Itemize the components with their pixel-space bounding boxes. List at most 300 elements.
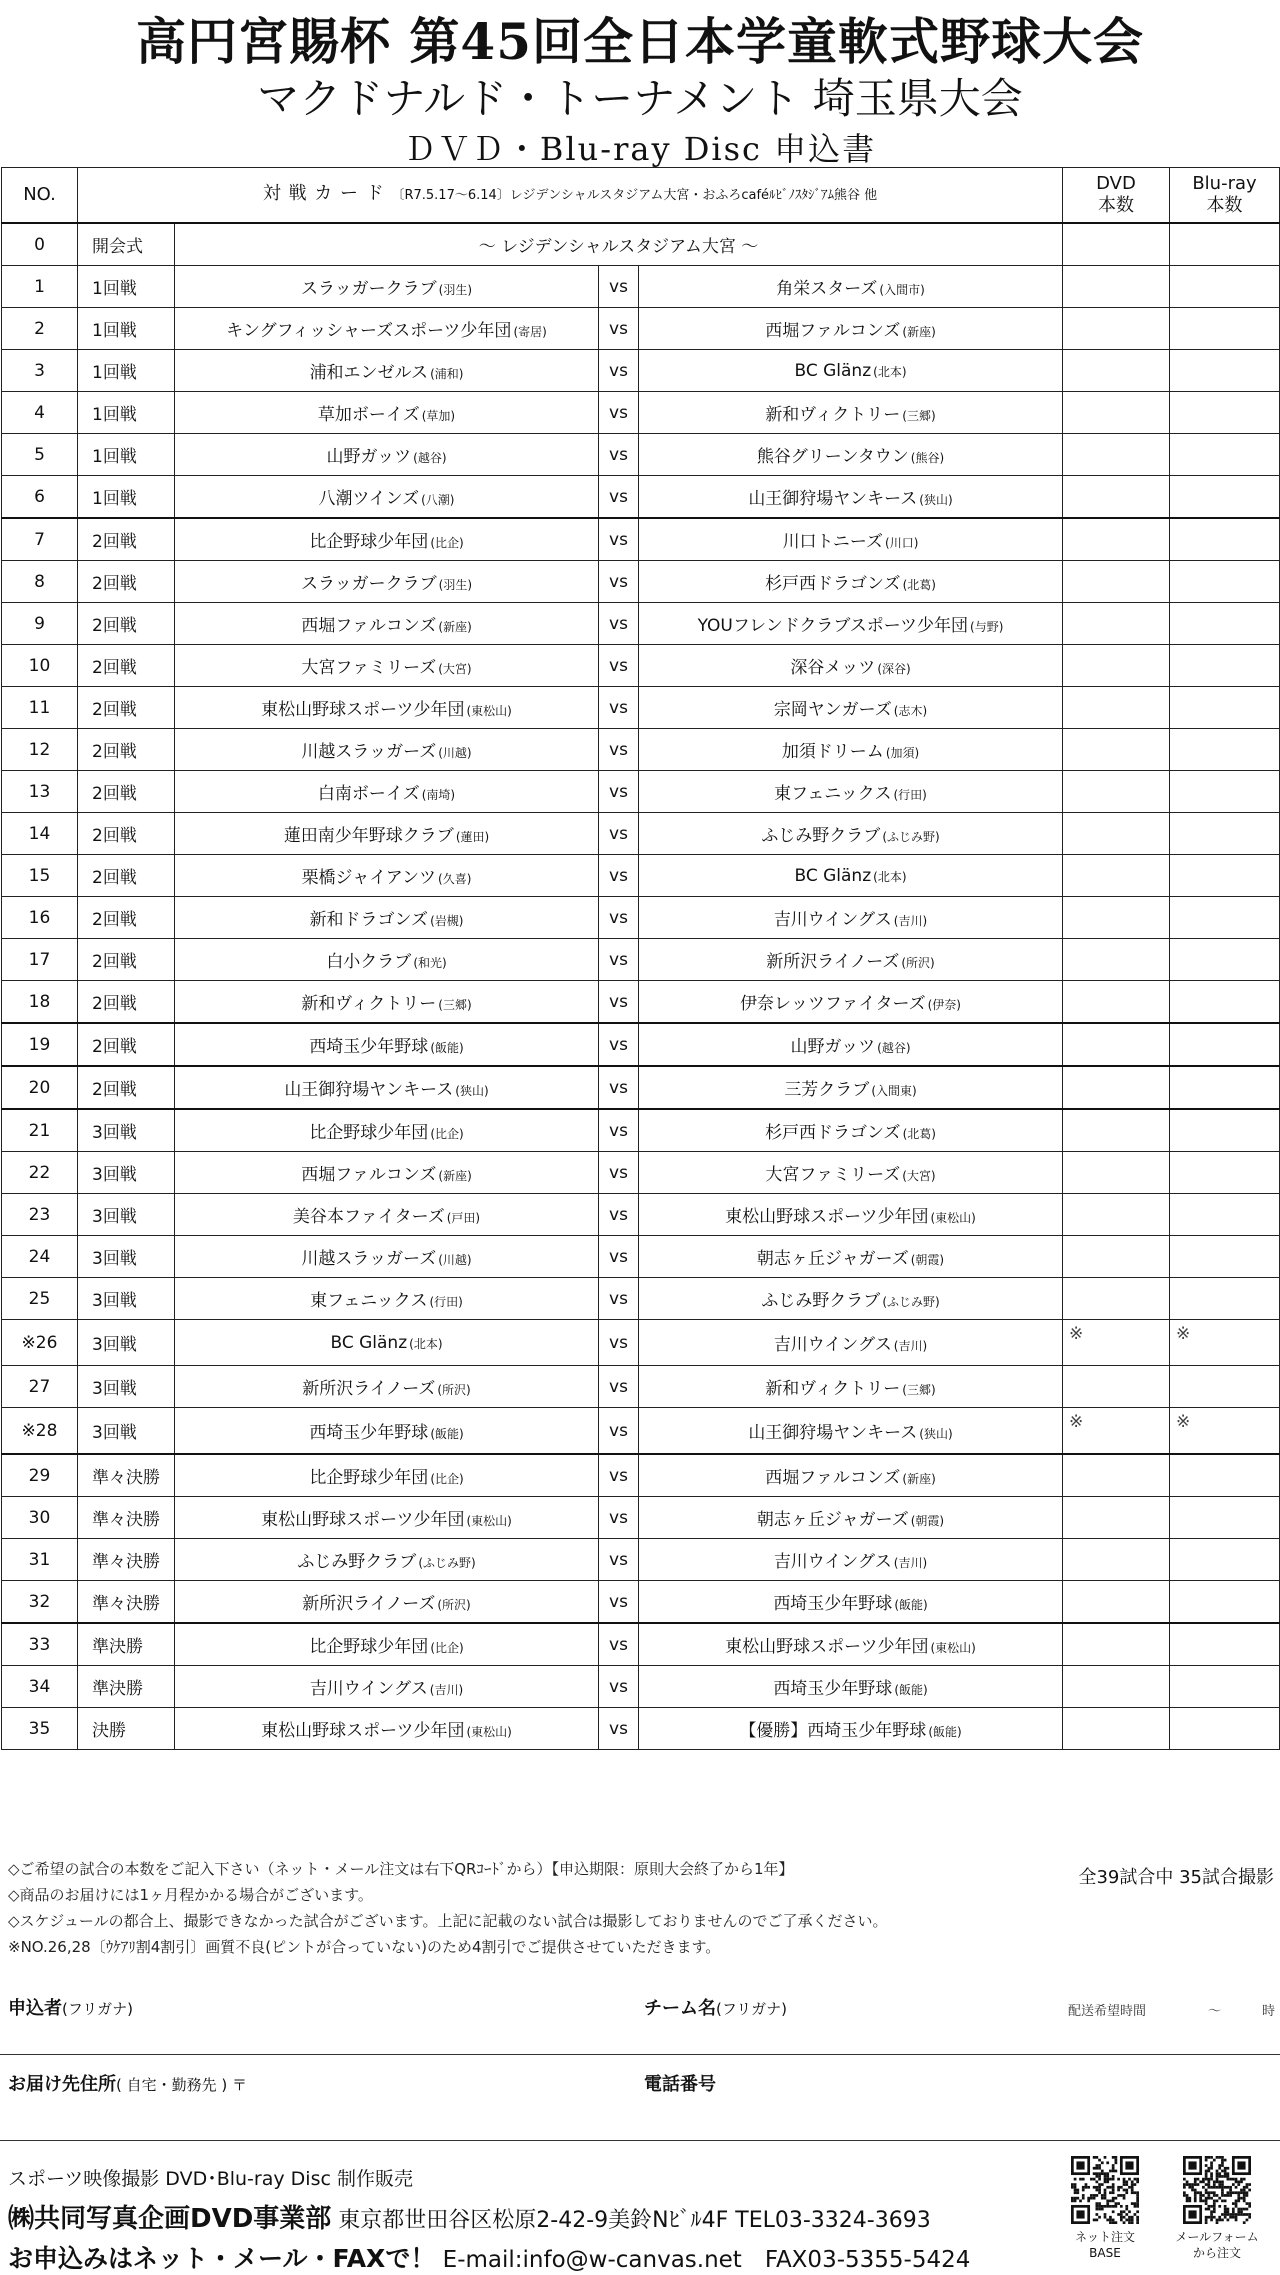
away-team: [639, 1581, 1063, 1624]
home-team-name: 大宮ファミリーズ: [301, 658, 437, 678]
vs-label: vs: [599, 392, 639, 434]
vs-label: vs: [599, 350, 639, 392]
bluray-qty-cell[interactable]: [1170, 1497, 1280, 1539]
bluray-qty-cell[interactable]: [1170, 1278, 1280, 1320]
col-header-bluray-unit: 本数: [1206, 195, 1243, 216]
home-team-area: (行田): [429, 1295, 463, 1309]
address-detail: ( 自宅・勤務先 ) 〒: [116, 2076, 248, 2094]
away-team-name: 新所沢ライノーズ: [766, 952, 900, 972]
qr-code-mailform-icon[interactable]: [1183, 2156, 1251, 2224]
vs-label: vs: [599, 1408, 639, 1455]
bluray-qty-cell[interactable]: [1170, 1194, 1280, 1236]
dvd-qty-cell[interactable]: [1063, 981, 1170, 1024]
home-team-area: (東松山): [466, 1514, 512, 1528]
bluray-qty-cell[interactable]: [1170, 1109, 1280, 1152]
away-team-area: (ふじみ野): [882, 1295, 940, 1309]
match-round: 2回戦: [78, 1066, 175, 1109]
home-team: [175, 855, 599, 897]
away-team-name: 伊奈レッツファイターズ: [739, 994, 926, 1014]
bluray-qty-cell[interactable]: [1170, 308, 1280, 350]
bluray-qty-cell[interactable]: [1170, 1023, 1280, 1066]
home-team: [175, 1708, 599, 1750]
away-team-name: 杉戸西ドラゴンズ: [765, 1123, 901, 1143]
away-team-name: 山王御狩場ヤンキース: [748, 1423, 918, 1443]
match-round: 開会式: [78, 223, 175, 266]
dvd-qty-cell[interactable]: [1063, 476, 1170, 519]
dvd-qty-cell[interactable]: [1063, 350, 1170, 392]
match-round: 2回戦: [78, 645, 175, 687]
delivery-time-label: 配送希望時間: [1068, 2004, 1147, 2019]
vs-label: vs: [599, 1066, 639, 1109]
bluray-qty-cell[interactable]: [1170, 981, 1280, 1024]
bluray-qty-cell[interactable]: [1170, 223, 1280, 266]
table-row: [2, 1109, 1280, 1152]
home-team-name: 浦和エンゼルス: [309, 363, 429, 383]
away-team-area: (伊奈): [927, 998, 961, 1012]
qr-base-label: [1060, 2229, 1150, 2261]
vs-label: vs: [599, 1666, 639, 1708]
away-team-name: 杉戸西ドラゴンズ: [765, 574, 901, 594]
dvd-qty-cell[interactable]: [1063, 897, 1170, 939]
vs-label: vs: [599, 855, 639, 897]
home-team-name: 白小クラブ: [326, 952, 412, 972]
away-team: [639, 1708, 1063, 1750]
bluray-qty-cell[interactable]: [1170, 771, 1280, 813]
vs-label: vs: [599, 1320, 639, 1366]
away-team-area: (飯能): [894, 1598, 928, 1612]
home-team-area: (飯能): [430, 1427, 464, 1441]
home-team-name: 東松山野球スポーツ少年団: [261, 700, 465, 720]
dvd-qty-cell[interactable]: [1063, 1152, 1170, 1194]
match-round: 2回戦: [78, 813, 175, 855]
dvd-qty-cell[interactable]: [1063, 645, 1170, 687]
vs-label: vs: [599, 1623, 639, 1666]
home-team: [175, 561, 599, 603]
home-team: [175, 1366, 599, 1408]
dvd-qty-cell[interactable]: [1063, 603, 1170, 645]
dvd-qty-cell[interactable]: [1063, 1666, 1170, 1708]
match-round: 2回戦: [78, 1023, 175, 1066]
table-row: [2, 771, 1280, 813]
col-header-dvd: [1063, 168, 1170, 224]
dvd-qty-cell[interactable]: [1063, 392, 1170, 434]
match-round: 準々決勝: [78, 1454, 175, 1497]
bluray-qty-cell[interactable]: [1170, 939, 1280, 981]
match-no: ※26: [2, 1320, 78, 1366]
vs-label: vs: [599, 561, 639, 603]
home-team-area: (新座): [438, 1169, 472, 1183]
dvd-qty-cell[interactable]: [1063, 1581, 1170, 1624]
home-team-name: 蓮田南少年野球クラブ: [283, 826, 454, 846]
table-row: [2, 645, 1280, 687]
match-no: 29: [2, 1454, 78, 1497]
dvd-qty-cell[interactable]: [1063, 308, 1170, 350]
away-team-name: 宗岡ヤンガーズ: [773, 700, 892, 720]
away-team-area: (川口): [885, 536, 919, 550]
home-team: [175, 729, 599, 771]
away-team-area: (飯能): [894, 1683, 928, 1697]
away-team-name: 新和ヴィクトリー: [765, 1379, 901, 1399]
match-round: 1回戦: [78, 434, 175, 476]
match-round: 1回戦: [78, 266, 175, 308]
home-team-area: (北本): [409, 1336, 443, 1351]
bluray-qty-cell[interactable]: [1170, 603, 1280, 645]
dvd-qty-cell[interactable]: [1063, 1194, 1170, 1236]
away-team-area: (飯能): [928, 1725, 962, 1739]
home-team-area: (ふじみ野): [418, 1556, 476, 1570]
match-no: 0: [2, 223, 78, 266]
away-team: [639, 434, 1063, 476]
match-no: 30: [2, 1497, 78, 1539]
away-team-area: (深谷): [877, 662, 911, 676]
away-team: [639, 1666, 1063, 1708]
delivery-time-hour: 時: [1262, 2004, 1276, 2019]
bluray-qty-cell[interactable]: [1170, 1236, 1280, 1278]
company-name: ㈱共同写真企画DVD事業部: [8, 2204, 332, 2234]
dvd-qty-cell[interactable]: [1063, 1278, 1170, 1320]
bluray-qty-cell[interactable]: [1170, 1539, 1280, 1581]
home-team-name: 栗橋ジャイアンツ: [301, 868, 437, 888]
away-team-name: 朝志ヶ丘ジャガーズ: [756, 1249, 909, 1269]
match-no: 21: [2, 1109, 78, 1152]
away-team-name: ふじみ野クラブ: [761, 826, 881, 846]
home-team: [175, 1623, 599, 1666]
note-line: ◇商品のお届けには1ヶ月程かかる場合がございます。: [8, 1886, 373, 1904]
home-team: [175, 392, 599, 434]
vs-label: vs: [599, 476, 639, 519]
dvd-qty-cell[interactable]: [1063, 223, 1170, 266]
match-no: 8: [2, 561, 78, 603]
opening-venue: 〜 レジデンシャルスタジアム大宮 〜: [175, 223, 1063, 266]
dvd-qty-cell[interactable]: [1063, 1066, 1170, 1109]
bluray-qty-cell[interactable]: [1170, 855, 1280, 897]
home-team-name: 新所沢ライノーズ: [302, 1594, 436, 1614]
bluray-qty-cell[interactable]: [1170, 350, 1280, 392]
table-row: [2, 729, 1280, 771]
dvd-qty-cell[interactable]: ※: [1063, 1320, 1170, 1366]
match-no: 9: [2, 603, 78, 645]
table-row: [2, 1194, 1280, 1236]
match-no: 7: [2, 518, 78, 561]
away-team-name: 新和ヴィクトリー: [765, 405, 901, 425]
dvd-qty-cell[interactable]: [1063, 1497, 1170, 1539]
match-round: 2回戦: [78, 729, 175, 771]
away-team-name: 大宮ファミリーズ: [765, 1165, 901, 1185]
home-team: [175, 1278, 599, 1320]
away-team-name: 加須ドリーム: [781, 742, 884, 762]
home-team-area: (久喜): [438, 872, 472, 886]
match-no: 32: [2, 1581, 78, 1624]
table-row: [2, 1066, 1280, 1109]
away-team-area: (入間東): [871, 1084, 917, 1098]
away-team-area: (新座): [902, 1472, 936, 1486]
home-team: [175, 771, 599, 813]
match-no: 15: [2, 855, 78, 897]
away-team: [639, 1236, 1063, 1278]
away-team: [639, 392, 1063, 434]
match-no: 13: [2, 771, 78, 813]
away-team-area: (狭山): [919, 493, 953, 507]
away-team-name: ふじみ野クラブ: [761, 1291, 881, 1311]
home-team-name: 西堀ファルコンズ: [301, 616, 437, 636]
bluray-qty-cell[interactable]: [1170, 687, 1280, 729]
home-team-area: (所沢): [437, 1383, 471, 1397]
dvd-qty-cell[interactable]: [1063, 1236, 1170, 1278]
match-round: 2回戦: [78, 897, 175, 939]
vs-label: vs: [599, 1109, 639, 1152]
home-team-area: (比企): [430, 1472, 464, 1486]
bluray-qty-cell[interactable]: [1170, 266, 1280, 308]
home-team-area: (東松山): [466, 1725, 512, 1739]
home-team-name: 東松山野球スポーツ少年団: [261, 1510, 465, 1530]
bluray-qty-cell[interactable]: [1170, 1366, 1280, 1408]
home-team-name: 比企野球少年団: [309, 1637, 429, 1657]
away-team-area: (北葛): [902, 1127, 936, 1141]
dvd-qty-cell[interactable]: [1063, 687, 1170, 729]
match-no: 1: [2, 266, 78, 308]
bluray-qty-cell[interactable]: [1170, 392, 1280, 434]
away-team-area: (ふじみ野): [882, 830, 940, 844]
match-no: 23: [2, 1194, 78, 1236]
bluray-qty-cell[interactable]: [1170, 518, 1280, 561]
away-team-name: 東松山野球スポーツ少年団: [725, 1637, 929, 1657]
dvd-qty-cell[interactable]: [1063, 729, 1170, 771]
away-team: [639, 350, 1063, 392]
match-round: 準決勝: [78, 1623, 175, 1666]
table-row: [2, 1236, 1280, 1278]
away-team-name: 吉川ウイングス: [773, 1552, 892, 1572]
dvd-qty-cell[interactable]: [1063, 266, 1170, 308]
home-team-name: 新和ヴィクトリー: [301, 994, 437, 1014]
away-team: [639, 266, 1063, 308]
home-team-name: スラッガークラブ: [300, 279, 437, 299]
away-team: [639, 897, 1063, 939]
match-round: 準々決勝: [78, 1497, 175, 1539]
vs-label: vs: [599, 813, 639, 855]
home-team: [175, 939, 599, 981]
vs-label: vs: [599, 771, 639, 813]
home-team: [175, 266, 599, 308]
home-team-area: (八潮): [421, 493, 455, 507]
home-team: [175, 1194, 599, 1236]
address-field-label: [8, 2070, 247, 2096]
bluray-qty-cell[interactable]: [1170, 645, 1280, 687]
footer-tagline: スポーツ映像撮影 DVD･Blu-ray Disc 制作販売: [8, 2168, 413, 2190]
vs-label: vs: [599, 1366, 639, 1408]
away-team-area: (東松山): [930, 1211, 976, 1225]
away-team-name: 東フェニックス: [774, 784, 892, 804]
table-row: [2, 1497, 1280, 1539]
dvd-qty-cell[interactable]: [1063, 434, 1170, 476]
home-team: [175, 1023, 599, 1066]
home-team-name: スラッガークラブ: [300, 574, 437, 594]
match-round: 3回戦: [78, 1320, 175, 1366]
col-header-card: [78, 168, 1063, 224]
table-row: [2, 1708, 1280, 1750]
away-team-name: 西堀ファルコンズ: [765, 1468, 901, 1488]
bluray-qty-cell[interactable]: ※: [1170, 1320, 1280, 1366]
bluray-qty-cell[interactable]: ※: [1170, 1408, 1280, 1455]
away-team: [639, 1497, 1063, 1539]
bluray-qty-cell[interactable]: [1170, 1454, 1280, 1497]
match-round: 2回戦: [78, 855, 175, 897]
home-team: [175, 476, 599, 519]
away-team: [639, 981, 1063, 1024]
table-row: [2, 518, 1280, 561]
dvd-qty-cell[interactable]: [1063, 855, 1170, 897]
table-row: [2, 939, 1280, 981]
match-no: 25: [2, 1278, 78, 1320]
bluray-qty-cell[interactable]: [1170, 1066, 1280, 1109]
match-no: 14: [2, 813, 78, 855]
dvd-qty-cell[interactable]: ※: [1063, 1408, 1170, 1455]
home-team: [175, 1497, 599, 1539]
dvd-qty-cell[interactable]: [1063, 939, 1170, 981]
away-team: [639, 1539, 1063, 1581]
table-row: [2, 1023, 1280, 1066]
bluray-qty-cell[interactable]: [1170, 476, 1280, 519]
dvd-qty-cell[interactable]: [1063, 1708, 1170, 1750]
dvd-qty-cell[interactable]: [1063, 1623, 1170, 1666]
home-team-area: (羽生): [438, 283, 473, 297]
away-team-area: (越谷): [877, 1041, 911, 1055]
home-team: [175, 1320, 599, 1366]
dvd-qty-cell[interactable]: [1063, 1539, 1170, 1581]
match-no: 2: [2, 308, 78, 350]
table-row: [2, 308, 1280, 350]
home-team-name: 美谷本ファイターズ: [292, 1207, 445, 1227]
dvd-qty-cell[interactable]: [1063, 1366, 1170, 1408]
footer-company: [8, 2198, 931, 2235]
home-team-name: 新和ドラゴンズ: [309, 910, 429, 930]
order-methods: お申込みはネット・メール・FAXで！: [8, 2244, 436, 2273]
vs-label: vs: [599, 518, 639, 561]
dvd-qty-cell[interactable]: [1063, 518, 1170, 561]
bluray-qty-cell[interactable]: [1170, 1666, 1280, 1708]
match-no: 22: [2, 1152, 78, 1194]
away-team: [639, 1320, 1063, 1366]
home-team: [175, 1236, 599, 1278]
bluray-qty-cell[interactable]: [1170, 1708, 1280, 1750]
away-team: [639, 1023, 1063, 1066]
bluray-qty-cell[interactable]: [1170, 1623, 1280, 1666]
away-team-name: 朝志ヶ丘ジャガーズ: [756, 1510, 909, 1530]
vs-label: vs: [599, 981, 639, 1024]
away-team: [639, 813, 1063, 855]
away-team-name: BC Glänz: [794, 865, 872, 886]
home-team-area: (和光): [413, 956, 447, 970]
away-team-area: (所沢): [901, 956, 935, 970]
bluray-qty-cell[interactable]: [1170, 897, 1280, 939]
home-team: [175, 897, 599, 939]
away-team-area: (志木): [893, 704, 928, 718]
home-team-area: (戸田): [446, 1211, 481, 1225]
bluray-qty-cell[interactable]: [1170, 434, 1280, 476]
away-team-area: (行田): [893, 788, 927, 802]
dvd-qty-cell[interactable]: [1063, 561, 1170, 603]
col-header-card-main: 対 戦 カ ー ド: [262, 183, 385, 204]
away-team-name: 【優勝】西埼玉少年野球: [739, 1721, 927, 1741]
table-row: [2, 1152, 1280, 1194]
home-team: [175, 1066, 599, 1109]
away-team: [639, 1066, 1063, 1109]
match-no: 3: [2, 350, 78, 392]
match-round: 3回戦: [78, 1194, 175, 1236]
dvd-qty-cell[interactable]: [1063, 771, 1170, 813]
home-team-name: 西埼玉少年野球: [309, 1037, 429, 1057]
dvd-qty-cell[interactable]: [1063, 813, 1170, 855]
col-header-bluray-label: Blu-ray: [1192, 173, 1257, 194]
away-team-area: (与野): [970, 620, 1004, 634]
home-team: [175, 1408, 599, 1455]
home-team-name: 山王御狩場ヤンキース: [284, 1080, 454, 1100]
home-team-area: (大宮): [438, 662, 472, 676]
home-team-area: (比企): [430, 1641, 464, 1655]
away-team-area: (新座): [902, 325, 936, 339]
table-row: [2, 476, 1280, 519]
away-team-name: 西埼玉少年野球: [773, 1594, 893, 1614]
dvd-qty-cell[interactable]: [1063, 1109, 1170, 1152]
home-team-area: (南埼): [421, 788, 456, 802]
bluray-qty-cell[interactable]: [1170, 561, 1280, 603]
home-team: [175, 1581, 599, 1624]
note-line: ◇スケジュールの都合上、撮影できなかった試合がございます。上記に記載のない試合は撮影しておりませんのでご了承ください。: [8, 1912, 888, 1930]
home-team-area: (所沢): [437, 1598, 471, 1612]
match-round: 3回戦: [78, 1278, 175, 1320]
away-team-name: BC Glänz: [794, 360, 872, 381]
vs-label: vs: [599, 1497, 639, 1539]
home-team-name: 西堀ファルコンズ: [301, 1165, 437, 1185]
home-team-area: (飯能): [430, 1041, 464, 1055]
bluray-qty-cell[interactable]: [1170, 729, 1280, 771]
away-team-name: 西堀ファルコンズ: [765, 321, 901, 341]
vs-label: vs: [599, 1454, 639, 1497]
table-row: [2, 1366, 1280, 1408]
home-team-name: 山野ガッツ: [326, 447, 412, 467]
match-round: 3回戦: [78, 1366, 175, 1408]
away-team-name: YOUフレンドクラブスポーツ少年団: [697, 616, 969, 636]
match-no: 4: [2, 392, 78, 434]
home-team-name: 八潮ツインズ: [318, 489, 420, 509]
phone-field-label: 電話番号: [644, 2074, 716, 2095]
table-row: [2, 855, 1280, 897]
away-team: [639, 476, 1063, 519]
away-team: [639, 855, 1063, 897]
qr-code-base-icon[interactable]: [1071, 2156, 1139, 2224]
table-row: [2, 434, 1280, 476]
dvd-qty-cell[interactable]: [1063, 1023, 1170, 1066]
bluray-qty-cell[interactable]: [1170, 1152, 1280, 1194]
dvd-qty-cell[interactable]: [1063, 1454, 1170, 1497]
home-team-area: (岩槻): [430, 914, 464, 928]
match-round: 2回戦: [78, 771, 175, 813]
vs-label: vs: [599, 308, 639, 350]
vs-label: vs: [599, 1023, 639, 1066]
away-team: [639, 687, 1063, 729]
away-team-area: (北本): [873, 364, 907, 379]
bluray-qty-cell[interactable]: [1170, 1581, 1280, 1624]
away-team-area: (熊谷): [910, 451, 945, 465]
vs-label: vs: [599, 1278, 639, 1320]
away-team-area: (吉川): [893, 914, 928, 928]
away-team: [639, 729, 1063, 771]
total-matches: 全39試合中 35試合撮影: [1078, 1867, 1274, 1888]
bluray-qty-cell[interactable]: [1170, 813, 1280, 855]
away-team: [639, 1454, 1063, 1497]
vs-label: vs: [599, 1708, 639, 1750]
match-no: 17: [2, 939, 78, 981]
home-team-area: (吉川): [429, 1683, 464, 1697]
